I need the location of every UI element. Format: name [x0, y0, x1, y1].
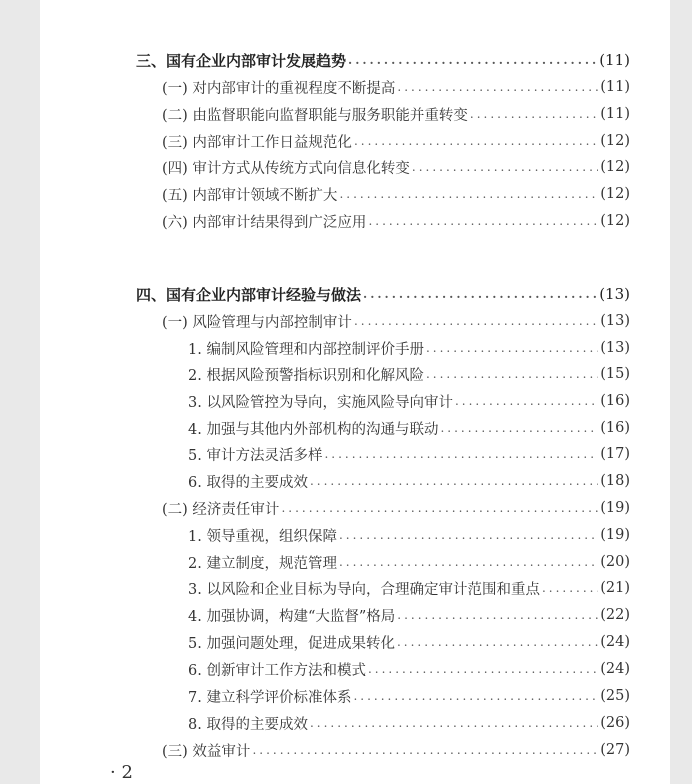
toc-entry-text: (二) 由监督职能向监督职能与服务职能并重转变	[162, 107, 468, 124]
toc-entry-text: (四) 审计方式从传统方式向信息化转变	[162, 160, 410, 177]
dot-leader	[354, 314, 598, 328]
toc-subentry[interactable]	[40, 575, 670, 601]
toc-entry-text: 2. 建立制度，规范管理	[188, 555, 337, 572]
toc-entry-text: 2. 根据风险预警指标识别和化解风险	[188, 367, 424, 384]
toc-page-number: (12)	[600, 159, 630, 175]
toc-page-number: (15)	[600, 366, 630, 382]
toc-entry[interactable]	[40, 208, 670, 234]
dot-leader	[426, 367, 598, 381]
dot-leader	[542, 581, 598, 595]
dot-leader	[368, 214, 598, 228]
toc-entry[interactable]	[40, 74, 670, 100]
toc-page-number: (19)	[600, 527, 630, 543]
dot-leader	[339, 528, 598, 542]
toc-page-number: (16)	[600, 420, 630, 436]
dot-leader	[348, 53, 597, 67]
toc-entry[interactable]	[40, 308, 670, 334]
dot-leader	[397, 635, 598, 649]
toc-page-number: (24)	[600, 661, 630, 677]
toc-page-number: (25)	[600, 688, 630, 704]
toc-subentry[interactable]	[40, 415, 670, 441]
dot-leader	[440, 421, 598, 435]
toc-page-number: (12)	[600, 213, 630, 229]
dot-leader	[339, 555, 598, 569]
toc-page-number: (11)	[600, 106, 630, 122]
toc-page-number: (19)	[600, 500, 630, 516]
toc-entry-text: (五) 内部审计领域不断扩大	[162, 187, 338, 204]
toc-entry-text: (一) 对内部审计的重视程度不断提高	[162, 80, 396, 97]
toc-page-number: (22)	[600, 607, 630, 623]
toc-subentry[interactable]	[40, 629, 670, 655]
toc-entry-text: (二) 经济责任审计	[162, 501, 280, 518]
toc-page-number: (11)	[600, 79, 630, 95]
dot-leader	[310, 474, 598, 488]
toc-entry-text: 4. 加强协调，构建“大监督”格局	[188, 608, 396, 625]
dot-leader	[412, 160, 598, 174]
toc-entry[interactable]	[40, 154, 670, 180]
toc-entry[interactable]	[40, 181, 670, 207]
toc-entry-text: 5. 审计方法灵活多样	[188, 447, 323, 464]
toc-entry-text: 4. 加强与其他内外部机构的沟通与联动	[188, 421, 439, 438]
toc-entry-text: (六) 内部审计结果得到广泛应用	[162, 214, 367, 231]
toc-page-number: (24)	[600, 634, 630, 650]
dot-leader	[470, 107, 598, 121]
toc-entry-text: 3. 以风险和企业目标为导向，合理确定审计范围和重点	[188, 581, 540, 598]
toc-subentry[interactable]	[40, 441, 670, 467]
dot-leader	[397, 608, 598, 622]
toc-subentry[interactable]	[40, 549, 670, 575]
toc-entry[interactable]	[40, 128, 670, 154]
toc-page-number: (27)	[600, 742, 630, 758]
toc-page-number: (11)	[599, 51, 630, 69]
dot-leader	[310, 716, 598, 730]
toc-entry-text: 6. 创新审计工作方法和模式	[188, 662, 366, 679]
document-page	[40, 0, 670, 784]
toc-page-number: (13)	[599, 285, 630, 303]
dot-leader	[426, 341, 598, 355]
toc-subentry[interactable]	[40, 468, 670, 494]
toc-entry-text: (一) 风险管理与内部控制审计	[162, 314, 352, 331]
toc-entry-text: 8. 取得的主要成效	[188, 716, 308, 733]
toc-subentry[interactable]	[40, 388, 670, 414]
dot-leader	[368, 662, 598, 676]
toc-entry-text: 1. 领导重视，组织保障	[188, 528, 337, 545]
toc-subentry[interactable]	[40, 656, 670, 682]
toc-subentry[interactable]	[40, 602, 670, 628]
dot-leader	[455, 394, 598, 408]
toc-subentry[interactable]	[40, 335, 670, 361]
toc-page-number: (26)	[600, 715, 630, 731]
dot-leader	[281, 501, 598, 515]
toc-entry-text: 7. 建立科学评价标准体系	[188, 689, 352, 706]
toc-entry[interactable]	[40, 101, 670, 127]
toc-entry-text: 6. 取得的主要成效	[188, 474, 308, 491]
toc-page-number: (18)	[600, 473, 630, 489]
dot-leader	[353, 689, 598, 703]
dot-leader	[324, 447, 598, 461]
toc-page-number: (12)	[600, 186, 630, 202]
toc-subentry[interactable]	[40, 683, 670, 709]
toc-page-number: (12)	[600, 133, 630, 149]
dot-leader	[252, 743, 598, 757]
toc-heading[interactable]	[40, 47, 670, 73]
toc-page-number: (13)	[600, 313, 630, 329]
toc-entry-text: (三) 内部审计工作日益规范化	[162, 134, 352, 151]
dot-leader	[363, 287, 597, 301]
page-number: · 2	[110, 762, 133, 783]
toc-page-number: (13)	[600, 340, 630, 356]
toc-page-number: (16)	[600, 393, 630, 409]
toc-entry-text: 5. 加强问题处理，促进成果转化	[188, 635, 395, 652]
toc-entry[interactable]	[40, 495, 670, 521]
toc-heading-text: 四、国有企业内部审计经验与做法	[136, 285, 362, 304]
toc-page-number: (20)	[600, 554, 630, 570]
dot-leader	[339, 187, 598, 201]
toc-entry-text: 3. 以风险管控为导向，实施风险导向审计	[188, 394, 453, 411]
toc-page-number: (17)	[600, 446, 630, 462]
toc-subentry[interactable]	[40, 710, 670, 736]
dot-leader	[397, 80, 598, 94]
toc-heading-text: 三、国有企业内部审计发展趋势	[136, 51, 347, 70]
dot-leader	[354, 134, 598, 148]
toc-heading[interactable]	[40, 281, 670, 307]
toc-entry[interactable]	[40, 737, 670, 763]
toc-subentry[interactable]	[40, 522, 670, 548]
toc-entry-text: (三) 效益审计	[162, 743, 251, 760]
toc-page-number: (21)	[600, 580, 630, 596]
toc-subentry[interactable]	[40, 361, 670, 387]
toc-entry-text: 1. 编制风险管理和内部控制评价手册	[188, 341, 424, 358]
